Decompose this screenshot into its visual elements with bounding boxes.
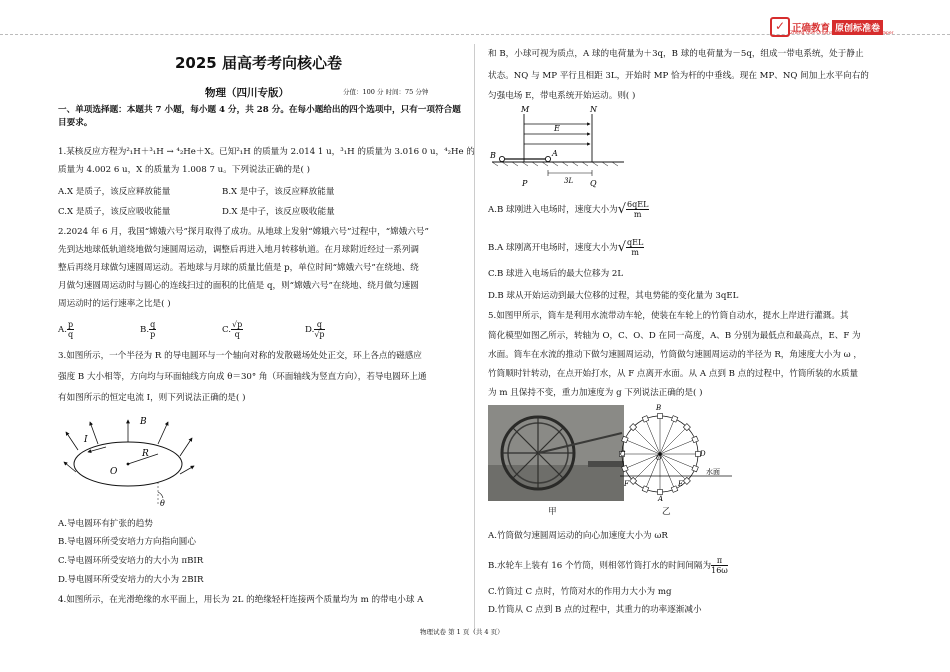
q2-d-num: q <box>314 320 324 330</box>
q5-caption-yi: 乙 <box>662 507 671 517</box>
page-title: 2025 届高考考向核心卷 <box>175 54 342 72</box>
q1-stem-b: 。已知²₁H 的质量为 2.014 1 u，³₁H 的质量为 3.016 0 u，⁴₂He 的 <box>210 147 475 157</box>
bamboo-bucket <box>692 436 699 443</box>
wheel-spoke <box>660 454 687 481</box>
q4-option-a: A.B 球刚进入电场时，速度大小为√ $\frac{\text{6qEL}}{m}$ <box>488 200 649 219</box>
q1-stem-line2: 质量为 4.002 6 u，X 的质量为 1.008 7 u。下列说法正确的是( ) <box>58 165 310 175</box>
logo-badge: 原创标准卷 <box>832 20 883 35</box>
q2-c-den: q <box>234 330 240 339</box>
q4-right-line1: 和 B，小球可视为质点，A 球的电荷量为＋3q，B 球的电荷量为－5q，组成一带电系统，处于静止 <box>488 49 864 59</box>
q2-option-d: D. $\frac{q}{√p}$ <box>305 320 325 339</box>
exam-meta: 分值：100 分 时间：75 分钟 <box>343 88 429 96</box>
q4-label-3l: 3L <box>564 177 574 185</box>
q4-line1: 4.如图所示，在光滑绝缘的水平面上，用长为 2L 的绝缘轻杆连接两个质量均为 m 的带电小球 A <box>58 595 424 605</box>
logo-sub: Zheng Que Original Standardized Exam Paper <box>790 31 894 36</box>
q5-label-e: E <box>678 480 684 488</box>
q4-option-d: D.B 球从开始运动到最大位移的过程，其电势能的变化量为 3qEL <box>488 291 739 301</box>
q4-right-line2: 状态。NQ 与 MP 平行且相距 3L，开始时 MP 恰为杆的中垂线。现在 MP、NQ 间加上水平向右的 <box>488 71 869 81</box>
q2-b-den: p <box>150 330 156 339</box>
q3-option-c: C.导电圆环所受安培力的大小为 πBIR <box>58 556 204 566</box>
wheel-spoke <box>633 427 660 454</box>
q5-line3: 水面。筒车在水流的推动下做匀速圆周运动，竹筒做匀速圆周运动的半径为 R，角速度大小为 ω ， <box>488 350 863 360</box>
bamboo-bucket <box>658 414 663 419</box>
q4-a-den: m <box>633 210 642 219</box>
q4-right-line3: 匀强电场 E，带电系统开始运动。则( ) <box>488 91 636 101</box>
q2-line1: 2.2024 年 6 月，我国“嫦娥六号”探月取得了成功。从地球上发射“嫦娥六号”过程中，“嫦娥六号” <box>58 227 429 237</box>
q3-label-o: O <box>110 467 118 477</box>
q2-c-num: √p <box>232 320 243 329</box>
q4-label-b: B <box>490 151 496 160</box>
q3-label-r: R <box>142 449 149 459</box>
bamboo-bucket <box>671 486 678 493</box>
q2-option-b: B. $\frac{q}{p}$ <box>140 320 156 339</box>
q3-option-b: B.导电圆环所受安培力方向指向圆心 <box>58 537 196 547</box>
q5-label-o: O <box>656 454 662 462</box>
q3-ring-figure <box>58 412 198 508</box>
q5-wheel-diagram <box>616 404 736 514</box>
q3-label-b: B <box>140 417 147 427</box>
q2-a-den: q <box>67 330 74 339</box>
q2-d-den: √p <box>314 330 325 339</box>
q3-line1: 3.如图所示，一个半径为 R 的导电圆环与一个轴向对称的发散磁场处处正交，环上各点的磁感应 <box>58 351 422 361</box>
q4-option-b: B.A 球刚离开电场时，速度大小为√ $\frac{\text{qEL}}{m}$ <box>488 238 644 257</box>
q4-label-a: A <box>552 149 558 158</box>
page-subtitle: 物理（四川专版） <box>205 87 289 99</box>
q1-equation: ²₁H＋³₁H → ⁴₂He＋X <box>126 147 211 157</box>
bamboo-bucket <box>642 486 649 493</box>
q3-option-d: D.导电圆环所受安培力的大小为 2BIR <box>58 575 204 585</box>
q5-b-text: B.水轮车上装有 16 个竹筒，则相邻竹筒打水的时间间隔为 <box>488 561 712 571</box>
q1-stem-a: 1.某核反应方程为 <box>58 147 127 157</box>
q5-option-b <box>488 556 728 575</box>
q5-line4: 竹筒顺时针转动，在点开始打水，从 F 点离开水面。从 A 点到 B 点的过程中，竹筒所装的水质量 <box>488 369 859 379</box>
q5-option-d: D.竹筒从 C 点到 B 点的过程中，其重力的功率逐渐减小 <box>488 605 702 615</box>
q2-line4: 月做匀速圆周运动时与圆心的连线扫过的面积的比值是 q，则“嫦娥六号”在绕地、绕月做匀速圆 <box>58 281 419 291</box>
bamboo-bucket <box>692 465 699 472</box>
q4-label-e: E <box>554 124 560 133</box>
q4-field-figure <box>488 104 628 192</box>
q3-label-i: I <box>84 435 88 445</box>
bamboo-bucket <box>622 436 629 443</box>
q5-b-num: π <box>711 556 728 566</box>
q1-option-d: D.X 是中子，该反应吸收能量 <box>222 207 335 217</box>
q5-label-a: A <box>658 495 664 503</box>
q5-line1: 5.如图甲所示，筒车是利用水流带动车轮，使装在车轮上的竹筒自动水，提水上岸进行灌溉。其 <box>488 311 849 321</box>
q2-line2: 先到达地球低轨道绕地做匀速圆周运动，调整后再进入地月转移轨道。在月球附近经过一系列调 <box>58 245 419 255</box>
q4-b-text: B.A 球刚离开电场时，速度大小为 <box>488 243 618 253</box>
q2-a-num: p <box>67 320 74 329</box>
q5-line2: 简化模型如图乙所示，转轴为 O，C、O、D 在同一高度，A、B 分别为最低点和最高点，E、F 为 <box>488 331 861 341</box>
section-heading: 一、单项选择题：本题共 7 小题，每小题 4 分，共 28 分。在每小题给出的四个选项中，只有一项符合题目要求。 <box>58 105 461 129</box>
q5-option-a: A.竹筒做匀速圆周运动的向心加速度大小为 ωR <box>488 531 668 541</box>
q5-label-d: D <box>700 450 706 458</box>
q2-option-a: A. $\frac{p}{q}$ <box>58 320 74 339</box>
q5-caption-jia: 甲 <box>548 507 557 517</box>
q4-label-n: N <box>590 105 597 114</box>
bamboo-bucket <box>642 416 649 423</box>
q1-stem-line1 <box>58 146 475 159</box>
q5-label-b: B <box>656 404 662 412</box>
q5-b-den: 16ω <box>711 566 728 575</box>
q1-option-a: A.X 是质子，该反应释放能量 <box>58 187 171 197</box>
q3-line3: 有如图所示的恒定电流 I，则下列说法正确的是( ) <box>58 393 246 403</box>
q2-b-num: q <box>150 320 156 329</box>
q5-label-water: 水面 <box>706 468 720 476</box>
bamboo-bucket <box>622 465 629 472</box>
wheel-spoke <box>660 427 687 454</box>
q4-option-c: C.B 球进入电场后的最大位移为 2L <box>488 269 624 279</box>
logo-main: 正确教育 <box>792 23 831 34</box>
q4-label-p: P <box>522 179 528 188</box>
q5-label-f: F <box>624 480 629 488</box>
q5-line5: 为 m 且保持不变，重力加速度为 g 下列说法正确的是( ) <box>488 388 703 398</box>
page-footer: 物理试卷 第 1 页（共 4 页） <box>420 628 504 636</box>
q2-line5: 周运动时的运行速率之比是( ) <box>58 299 171 309</box>
q2-option-c: C. $\frac{√p}{q}$ <box>222 320 243 339</box>
column-divider <box>474 44 475 634</box>
q1-option-c: C.X 是质子，该反应吸收能量 <box>58 207 171 217</box>
q4-b-num: qEL <box>627 238 644 247</box>
q4-b-den: m <box>631 248 639 257</box>
q1-option-b: B.X 是中子，该反应释放能量 <box>222 187 335 197</box>
q3-label-theta: θ <box>160 499 165 508</box>
q5-option-c: C.竹筒过 C 点时，竹筒对水的作用力大小为 mg <box>488 587 672 597</box>
q5-label-c: C <box>620 450 626 458</box>
q3-line2: 强度 B 大小相等，方向均与环面轴线方向成 θ＝30° 角（环面轴线为竖直方向），若导电圆环上通 <box>58 372 427 382</box>
brand-logo <box>770 16 896 38</box>
bamboo-bucket <box>658 490 663 495</box>
bamboo-bucket <box>671 416 678 423</box>
q4-a-num: 6qEL <box>627 200 649 209</box>
q4-label-m: M <box>521 105 530 114</box>
q3-option-a: A.导电圆环有扩张的趋势 <box>58 519 153 529</box>
q2-line3: 整后再绕月球做匀速圆周运动。若地球与月球的质量比值是 p，单位时间“嫦娥六号”在绕地、绕 <box>58 263 419 273</box>
q4-a-text: A.B 球刚进入电场时，速度大小为 <box>488 205 618 215</box>
q4-label-q: Q <box>590 179 597 188</box>
check-icon: ✓ <box>770 17 790 37</box>
q5-waterwheel-photo <box>488 405 624 501</box>
